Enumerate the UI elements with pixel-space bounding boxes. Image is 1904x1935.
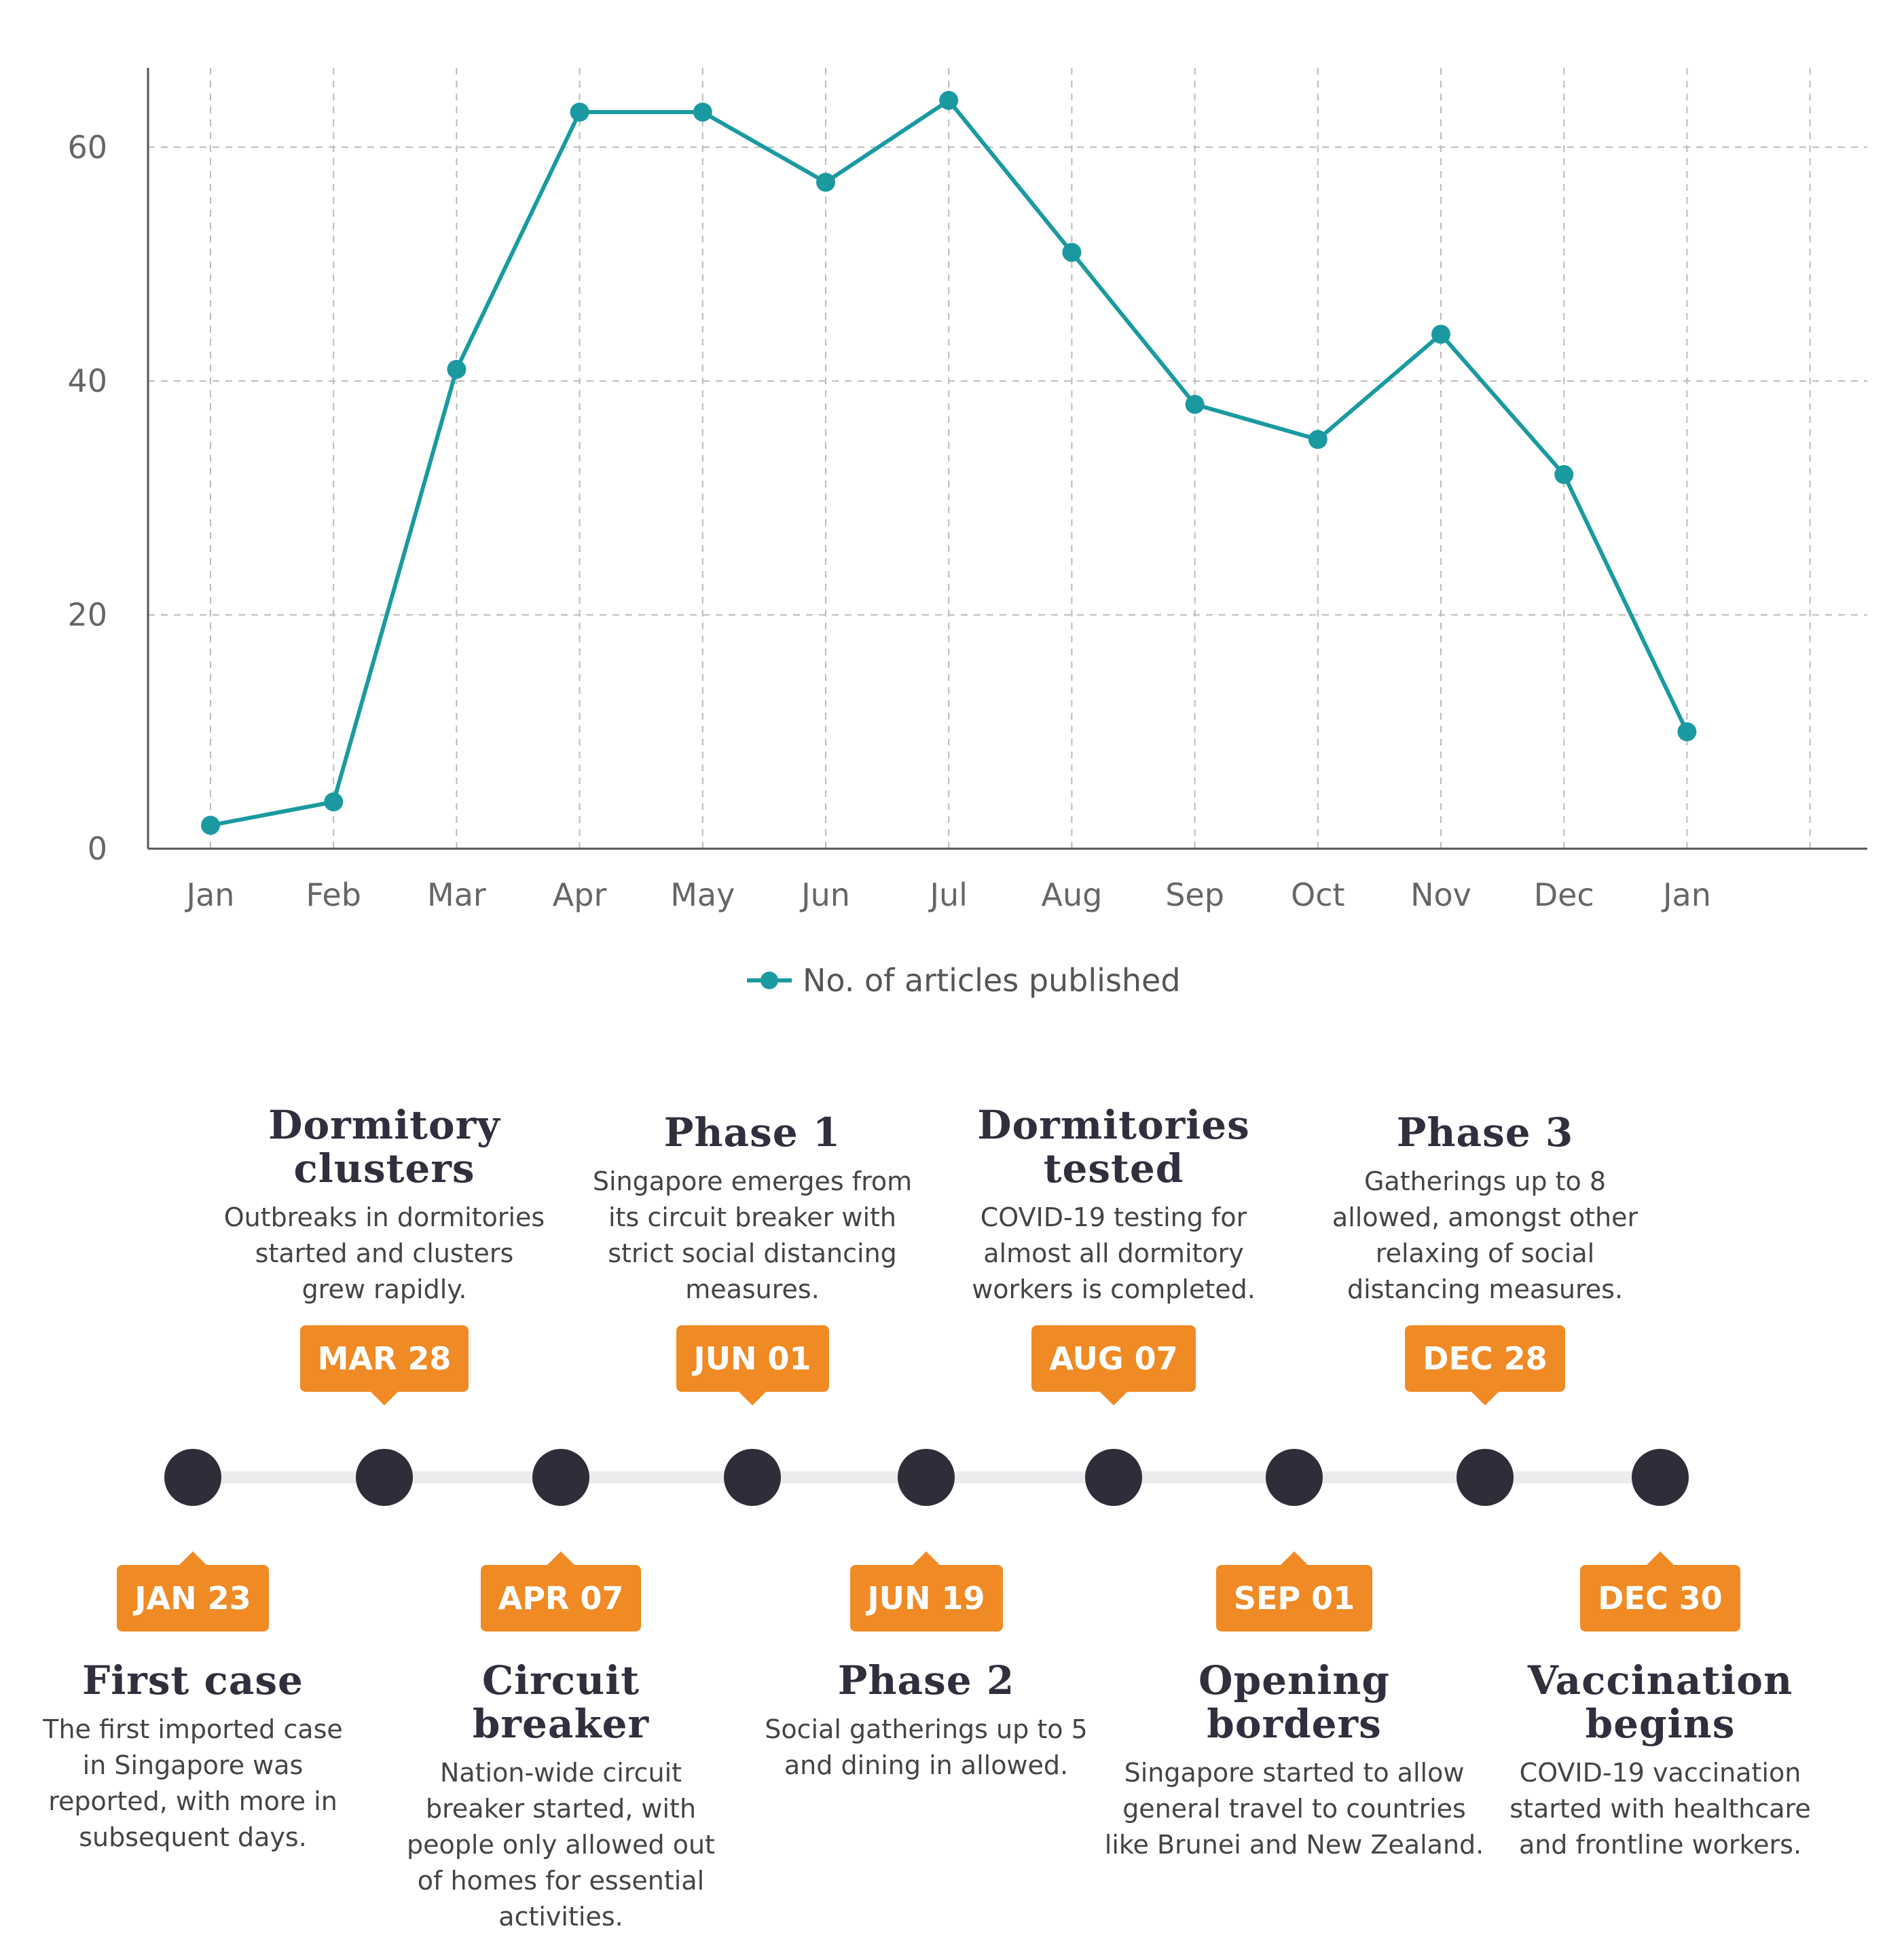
- timeline-dot: [164, 1449, 221, 1506]
- event-title: Phase 2: [837, 1657, 1015, 1703]
- event-date-badge: AUG 07: [1031, 1325, 1195, 1392]
- event-timeline: [0, 1059, 1904, 1932]
- x-tick-label: Jul: [930, 877, 968, 913]
- y-tick-label: 0: [87, 830, 107, 867]
- x-tick-label: Dec: [1533, 877, 1594, 913]
- event-title: Opening borders: [1198, 1657, 1390, 1747]
- timeline-event-above: [221, 1103, 547, 1392]
- event-date-badge: JUN 01: [676, 1325, 829, 1392]
- timeline-event-above: [1322, 1111, 1648, 1392]
- event-title: Dormitories tested: [977, 1102, 1250, 1192]
- data-point: [1677, 722, 1696, 741]
- x-tick-label: Apr: [552, 877, 607, 913]
- event-title: Phase 3: [1396, 1109, 1574, 1156]
- y-tick-label: 60: [67, 128, 107, 166]
- event-description: The first imported case in Singapore was reported, with more in subsequent days.: [43, 1714, 343, 1852]
- event-description: COVID-19 testing for almost all dormitory workers is completed.: [972, 1202, 1256, 1304]
- event-title: Dormitory clusters: [268, 1102, 500, 1192]
- x-tick-label: Jun: [801, 877, 850, 913]
- x-tick-label: Mar: [427, 877, 486, 913]
- data-point: [1431, 325, 1450, 344]
- data-point: [693, 103, 712, 122]
- event-date-badge: MAR 28: [300, 1325, 469, 1392]
- data-point: [1062, 243, 1081, 262]
- event-title: First case: [82, 1657, 304, 1703]
- timeline-dot: [1457, 1449, 1514, 1506]
- event-date-badge: APR 07: [481, 1565, 642, 1632]
- legend: [747, 962, 1181, 999]
- event-description: COVID-19 vaccination started with healthcare and frontline workers.: [1509, 1758, 1811, 1860]
- x-tick-label: Jan: [1662, 877, 1711, 913]
- data-point: [447, 360, 466, 379]
- data-point: [939, 91, 958, 110]
- data-point: [570, 103, 589, 122]
- legend-dot-marker: [761, 972, 778, 989]
- timeline-dot: [724, 1449, 781, 1506]
- timeline-dot: [1085, 1449, 1142, 1506]
- timeline-event-below: [1497, 1565, 1823, 1863]
- timeline-event-above: [589, 1111, 915, 1392]
- timeline-dot: [356, 1449, 413, 1506]
- x-tick-label: May: [670, 877, 735, 913]
- event-date-badge: SEP 01: [1216, 1565, 1372, 1632]
- x-tick-label: Sep: [1165, 877, 1224, 913]
- event-description: Social gatherings up to 5 and dining in allowed.: [765, 1714, 1088, 1780]
- event-date-badge: DEC 28: [1405, 1325, 1564, 1392]
- timeline-event-below: [1104, 1565, 1484, 1863]
- x-tick-labels: [185, 877, 1711, 913]
- timeline-event-above: [951, 1103, 1277, 1392]
- event-title: Vaccination begins: [1527, 1657, 1793, 1747]
- axes: [148, 68, 1867, 849]
- x-tick-label: Feb: [306, 877, 361, 913]
- timeline-event-below: [30, 1565, 356, 1856]
- event-description: Singapore emerges from its circuit breaker with strict social distancing measures.: [592, 1166, 913, 1304]
- x-tick-label: Nov: [1410, 877, 1471, 913]
- event-description: Gatherings up to 8 allowed, amongst other relaxing of social distancing measures.: [1332, 1166, 1638, 1304]
- timeline-dot: [1632, 1449, 1689, 1506]
- data-point: [1554, 465, 1573, 484]
- data-point: [816, 172, 835, 191]
- timeline-event-below: [763, 1565, 1089, 1784]
- event-description: Outbreaks in dormitories started and clusters grew rapidly.: [223, 1202, 545, 1304]
- data-point: [1186, 395, 1205, 414]
- y-tick-labels: [67, 129, 107, 867]
- legend-label: No. of articles published: [803, 962, 1181, 999]
- x-tick-label: Jan: [186, 877, 235, 913]
- timeline-dot: [532, 1449, 589, 1506]
- event-description: Singapore started to allow general travel to countries like Brunei and New Zealand.: [1104, 1758, 1484, 1860]
- timeline-event-below: [398, 1565, 724, 1935]
- x-tick-label: Oct: [1291, 877, 1345, 913]
- event-date-badge: JAN 23: [117, 1565, 268, 1632]
- y-tick-label: 20: [67, 596, 107, 633]
- x-tick-label: Aug: [1041, 877, 1103, 913]
- event-description: Nation-wide circuit breaker started, with people only allowed out of homes for essential activities.: [407, 1758, 715, 1932]
- timeline-dot: [1266, 1449, 1323, 1506]
- event-date-badge: JUN 19: [850, 1565, 1003, 1632]
- y-tick-label: 40: [67, 363, 107, 400]
- event-title: Phase 1: [663, 1109, 841, 1156]
- grid-lines: [148, 68, 1867, 849]
- timeline-dot: [898, 1449, 955, 1506]
- data-point: [201, 816, 220, 835]
- data-point: [1308, 430, 1328, 449]
- event-date-badge: DEC 30: [1580, 1565, 1740, 1632]
- data-point: [324, 792, 343, 811]
- event-title: Circuit breaker: [472, 1657, 650, 1747]
